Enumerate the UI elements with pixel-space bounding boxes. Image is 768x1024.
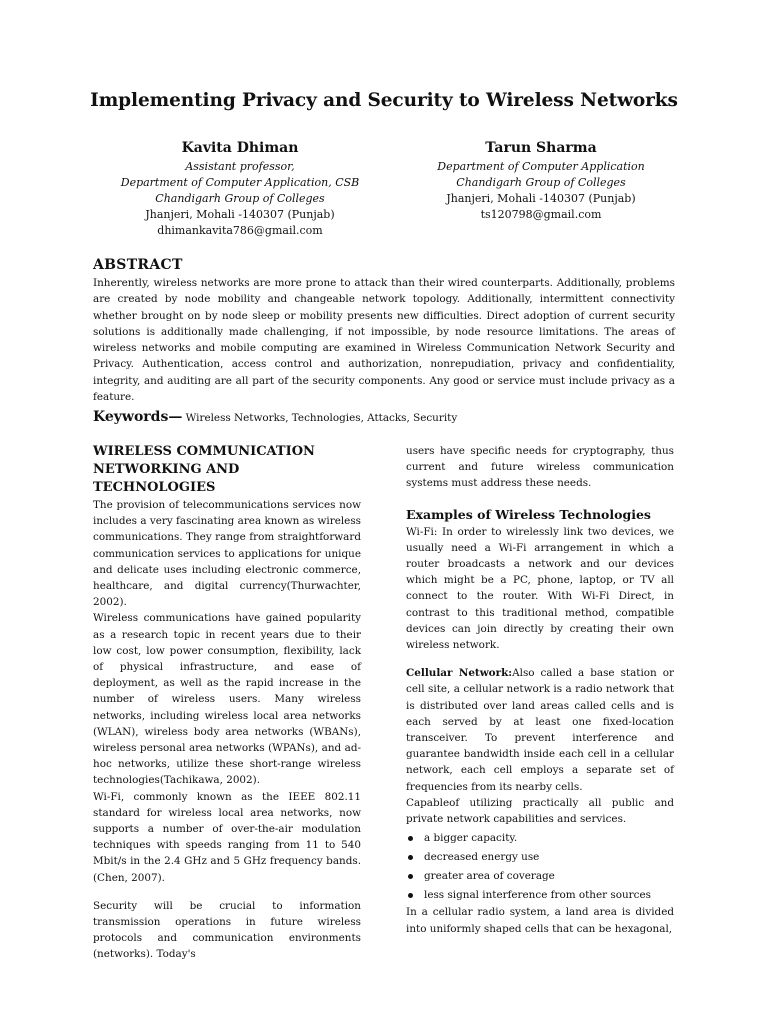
benefits-list: [406, 829, 674, 904]
cellular-paragraph: [406, 665, 674, 795]
list-item: [406, 886, 674, 905]
body-paragraph: users have specific needs for cryptography, thus current and future wireless communication systems must address these needs.: [406, 445, 674, 490]
author-organization: Chandigarh Group of Colleges: [155, 192, 325, 205]
author-address: Jhanjeri, Mohali -140307 (Punjab): [446, 192, 636, 205]
list-item-text: decreased energy use: [424, 851, 540, 864]
cellular-label: Cellular Network:: [406, 667, 513, 680]
list-item-text: a bigger capacity.: [424, 832, 518, 845]
list-item-text: less signal interference from other sources: [424, 888, 651, 901]
left-column: [93, 443, 361, 963]
bullet-icon: [408, 874, 413, 879]
list-item: [406, 848, 674, 867]
list-item-text: greater area of coverage: [424, 869, 555, 882]
body-paragraph: Security will be crucial to information transmission operations in future wireless protocols and communication environments (networks). Today's: [93, 899, 361, 961]
abstract-heading: ABSTRACT: [93, 257, 183, 273]
bullet-icon: [408, 855, 413, 860]
author-department: Department of Computer Application, CSB: [120, 176, 360, 189]
bullet-icon: [408, 836, 413, 841]
list-item: [406, 829, 674, 848]
list-item: [406, 867, 674, 886]
paper-title: Implementing Privacy and Security to Wireless Networks: [90, 90, 678, 111]
author-department: Department of Computer Application: [437, 160, 645, 173]
author-address: Jhanjeri, Mohali -140307 (Punjab): [145, 208, 335, 221]
cellular-text: Also called a base station or cell site, a cellular network is a radio network that is distributed over land areas called cells and is each served by at least one fixed-location transceiver. To prevent interference and guarantee bandwidth inside each cell in a cellular network, each cell employs a separate set of frequencies from its nearby cells.: [406, 667, 674, 793]
keywords-text: Wireless Networks, Technologies, Attacks, Security: [185, 412, 458, 424]
author-name: Tarun Sharma: [485, 140, 597, 156]
body-paragraph: Wireless communications have gained popularity as a research topic in recent years due to their low cost, low power consumption, flexibility, lack of physical infrastructure, and ease of deployment, as well as the rapid increase in the number of wireless users. Many wireless networks, including wireless local area networks (WLAN), wireless body area networks (WBANs), wireless personal area networks (WPANs), and ad-hoc networks, utilize these short-range wireless technologies(Tachikawa, 2002).: [93, 612, 361, 787]
author-block-1: [95, 138, 385, 239]
author-block-2: [400, 138, 682, 223]
author-organization: Chandigarh Group of Colleges: [456, 176, 626, 189]
body-paragraph: In a cellular radio system, a land area is divided into uniformly shaped cells that can be hexagonal,: [406, 906, 674, 935]
body-paragraph: The provision of telecommunications services now includes a very fascinating area known as wireless communications. They range from straightforward communication services to applications for unique and delicate uses including electronic commerce, healthcare, and digital currency(Thurwachter, 2002).: [93, 499, 361, 609]
keywords-label: Keywords—: [93, 409, 183, 425]
keywords-line: [93, 407, 675, 428]
body-paragraph: Capableof utilizing practically all public and private network capabilities and services.: [406, 796, 674, 826]
bullet-icon: [408, 893, 413, 898]
author-email: dhimankavita786@gmail.com: [157, 224, 323, 237]
body-paragraph: Wi-Fi, commonly known as the IEEE 802.11 standard for wireless local area networks, now supports a number of over-the-air modulation techniques with speeds ranging from 11 to 540 Mbit/s in the 2.4 GHz and 5 GHz frequency bands. (Chen, 2007).: [93, 790, 361, 884]
wifi-paragraph: Wi-Fi: In order to wirelessly link two devices, we usually need a Wi-Fi arrangement in which a router broadcasts a network and our devices which might be a PC, phone, laptop, or TV all connect to the router. With Wi-Fi Direct, in contrast to this traditional method, compatible devices can join directly by creating their own wireless network.: [406, 525, 674, 652]
author-email: ts120798@gmail.com: [480, 208, 602, 221]
author-role: Assistant professor,: [185, 160, 295, 173]
subsection-heading: Examples of Wireless Technologies: [406, 506, 651, 522]
section-heading: WIRELESS COMMUNICATION NETWORKING AND TECHNOLOGIES: [93, 444, 315, 495]
author-name: Kavita Dhiman: [181, 140, 299, 156]
right-column: [406, 443, 674, 937]
abstract-text: Inherently, wireless networks are more prone to attack than their wired counterparts. Additionally, problems are created by node mobility and changeable network topology. Additionally, intermittent connectivity whether brought on by node sleep or mobility presents new difficulties. Direct adoption of current security solutions is additionally made challenging, if not impossible, by node resource limitations. The areas of wireless networks and mobile computing are examined in Wireless Communication Network Security and Privacy. Authentication, access control and authorization, nonrepudiation, privacy and confidentiality, integrity, and auditing are all part of the security components. Any good or service must include privacy as a feature.: [93, 277, 675, 404]
